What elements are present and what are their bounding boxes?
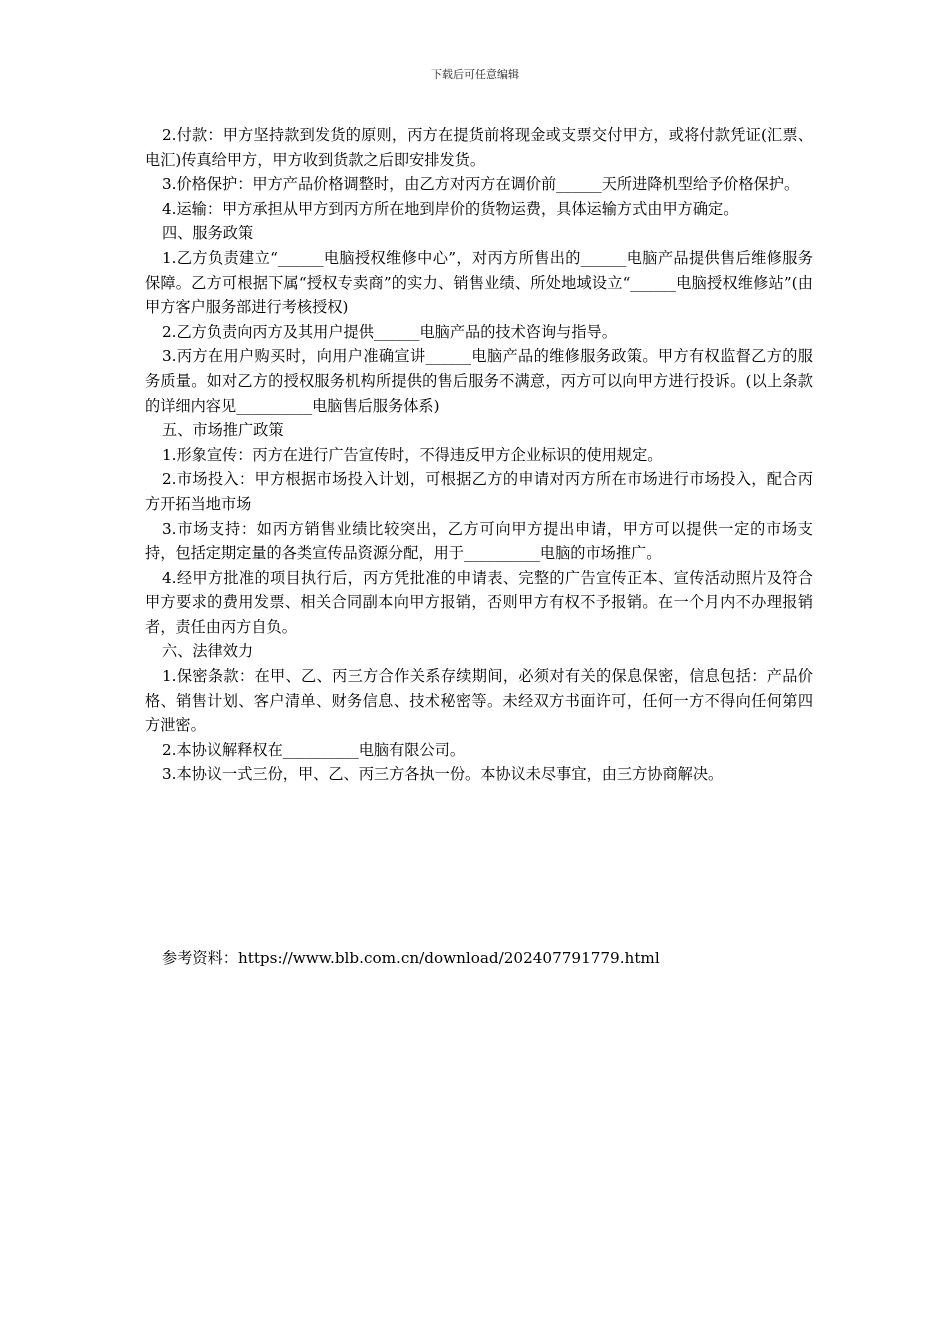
reference-link-text: 参考资料：https://www.blb.com.cn/download/202407791779.html <box>162 949 660 967</box>
clause-image-promotion: 1.形象宣传：丙方在进行广告宣传时，不得违反甲方企业标识的使用规定。 <box>162 445 663 464</box>
section-heading-marketing-policy: 五、市场推广政策 <box>162 421 284 440</box>
clause-copies: 3.本协议一式三份，甲、乙、丙三方各执一份。本协议未尽事宜，由三方协商解决。 <box>162 765 724 784</box>
clause-tech-support: 2.乙方负责向丙方及其用户提供______电脑产品的技术咨询与指导。 <box>162 322 617 341</box>
clause-confidentiality: 1.保密条款：在甲、乙、丙三方合作关系存续期间，必须对有关的保息保密，信息包括：产品价格、销售计划、客户清单、财务信息、技术秘密等。未经双方书面许可，任何一方不得向任何第四方泄密。 <box>145 667 813 735</box>
page-header-note: 下载后可任意编辑 <box>431 68 519 81</box>
clause-repair-center: 1.乙方负责建立“______电脑授权维修中心”，对丙方所售出的______电脑产品提供售后维修服务保障。乙方可根据下属“授权专卖商”的实力、销售业绩、所处地域设立“______电脑授权维修站”(由甲方客户服务部进行考核授权) <box>145 248 813 317</box>
clause-market-investment: 2.市场投入：甲方根据市场投入计划，可根据乙方的申请对丙方所在市场进行市场投入，配合丙方开拓当地市场 <box>145 470 813 513</box>
clause-reimbursement: 4.经甲方批准的项目执行后，丙方凭批准的申请表、完整的广告宣传正本、宣传活动照片及符合甲方要求的费用发票、相关合同副本向甲方报销，否则甲方有权不予报销。在一个月内不办理报销者，责任由丙方自负。 <box>145 568 813 636</box>
clause-payment: 2.付款：甲方坚持款到发货的原则，丙方在提货前将现金或支票交付甲方，或将付款凭证(汇票、电汇)传真给甲方，甲方收到货款之后即安排发货。 <box>145 126 813 169</box>
document-body <box>145 123 813 787</box>
section-heading-legal-effect: 六、法律效力 <box>162 642 254 661</box>
clause-interpretation-right: 2.本协议解释权在__________电脑有限公司。 <box>162 740 466 759</box>
section-heading-service-policy: 四、服务政策 <box>162 224 254 243</box>
clause-transport: 4.运输：甲方承担从甲方到丙方所在地到岸价的货物运费，具体运输方式由甲方确定。 <box>162 199 739 218</box>
clause-service-policy-briefing: 3.丙方在用户购买时，向用户准确宣讲______电脑产品的维修服务政策。甲方有权监督乙方的服务质量。如对乙方的授权服务机构所提供的售后服务不满意，丙方可以向甲方进行投诉。(以上条款的详细内容见__________电脑售后服务体系) <box>145 347 813 415</box>
clause-price-protection: 3.价格保护：甲方产品价格调整时，由乙方对丙方在调价前______天所进降机型给予价格保护。 <box>162 175 800 194</box>
clause-market-support: 3.市场支持：如丙方销售业绩比较突出，乙方可向甲方提出申请，甲方可以提供一定的市场支持，包括定期定量的各类宣传品资源分配，用于__________电脑的市场推广。 <box>145 519 813 563</box>
